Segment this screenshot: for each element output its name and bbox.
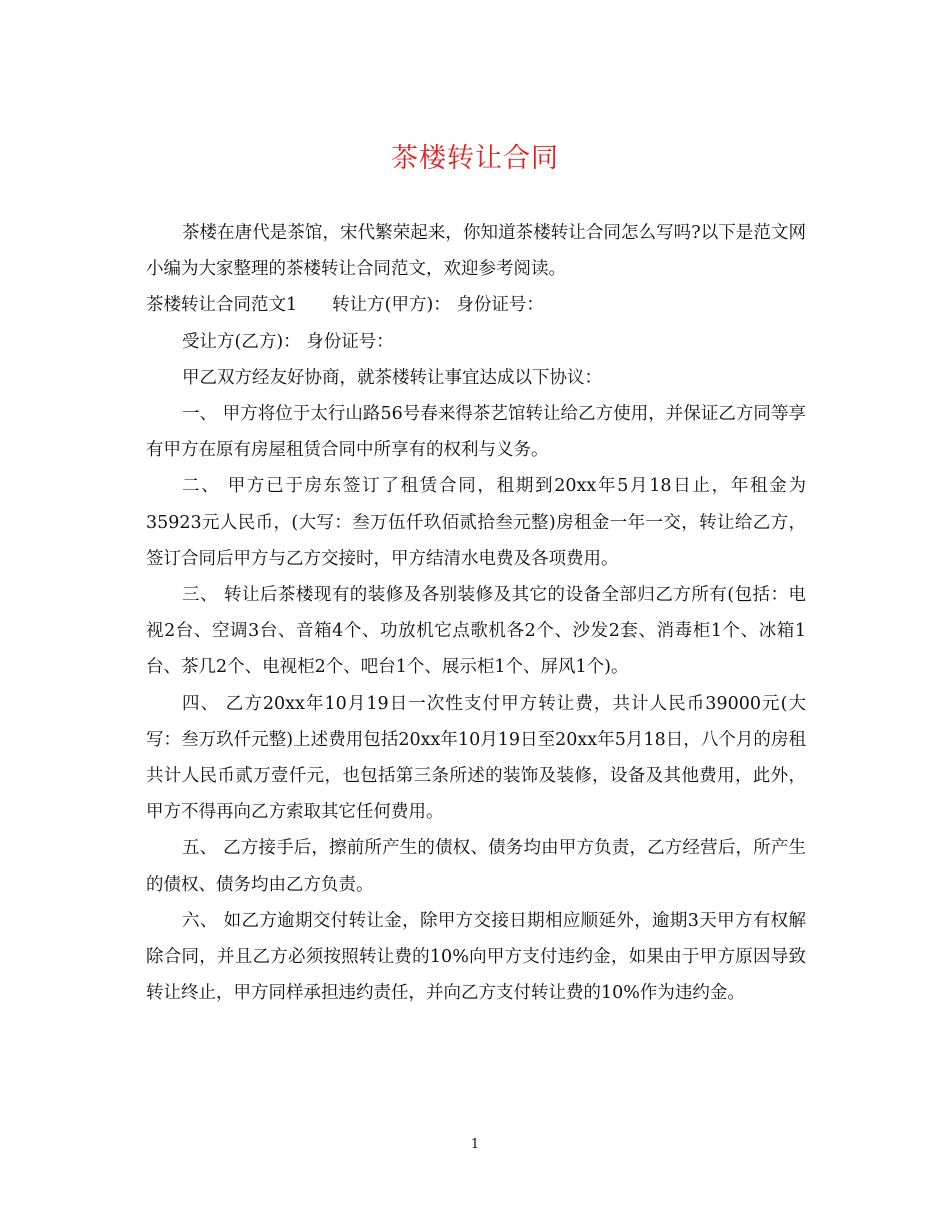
- paragraph-clause-4: 四、 乙方20xx年10月19日一次性支付甲方转让费，共计人民币39000元(大写：叁万玖仟元整)上述费用包括20xx年10月19日至20xx年5月18日，八个月的房租共计人民币贰万壹仟元，也包括第三条所述的装饰及装修，设备及其他费用，此外，甲方不得再向乙方索取其它任何费用。: [146, 693, 806, 823]
- document-body: [146, 215, 806, 1011]
- paragraph-intro: 茶楼在唐代是茶馆，宋代繁荣起来，你知道茶楼转让合同怎么写吗?以下是范文网小编为大家整理的茶楼转让合同范文，欢迎参考阅读。: [146, 223, 806, 280]
- page-number: 1: [470, 1137, 480, 1152]
- document-title: 茶楼转让合同: [391, 143, 559, 174]
- paragraph-clause-5: 五、 乙方接手后，擦前所产生的债权、债务均由甲方负责，乙方经营后，所产生的债权、债务均由乙方负责。: [146, 838, 806, 895]
- paragraph-clause-6: 六、 如乙方逾期交付转让金，除甲方交接日期相应顺延外，逾期3天甲方有权解除合同，并且乙方必须按照转让费的10%向甲方支付违约金，如果由于甲方原因导致转让终止，甲方同样承担违约责任，并向乙方支付转让费的10%作为违约金。: [146, 910, 806, 1004]
- paragraph-clause-2: 二、 甲方已于房东签订了租赁合同，租期到20xx年5月18日止，年租金为35923元人民币，(大写：叁万伍仟玖佰贰拾叁元整)房租金一年一交，转让给乙方，签订合同后甲方与乙方交接时，甲方结清水电费及各项费用。: [146, 476, 806, 569]
- paragraph-clause-3: 三、 转让后茶楼现有的装修及各别装修及其它的设备全部归乙方所有(包括：电视2台、空调3台、音箱4个、功放机它点歌机各2个、沙发2套、消毒柜1个、冰箱1台、茶几2个、电视柜2个、吧台1个、展示柜1个、屏风1个)。: [146, 585, 806, 678]
- paragraph-clause-1: 一、 甲方将位于太行山路56号春来得茶艺馆转让给乙方使用，并保证乙方同等享有甲方在原有房屋租赁合同中所享有的权利与义务。: [146, 404, 806, 461]
- paragraph-agreement: 甲乙双方经友好协商，就茶楼转让事宜达成以下协议：: [182, 367, 602, 388]
- paragraph-sample-header: 茶楼转让合同范文1 转让方(甲方)： 身份证号：: [146, 295, 544, 316]
- paragraph-transferee: 受让方(乙方)： 身份证号：: [182, 331, 394, 352]
